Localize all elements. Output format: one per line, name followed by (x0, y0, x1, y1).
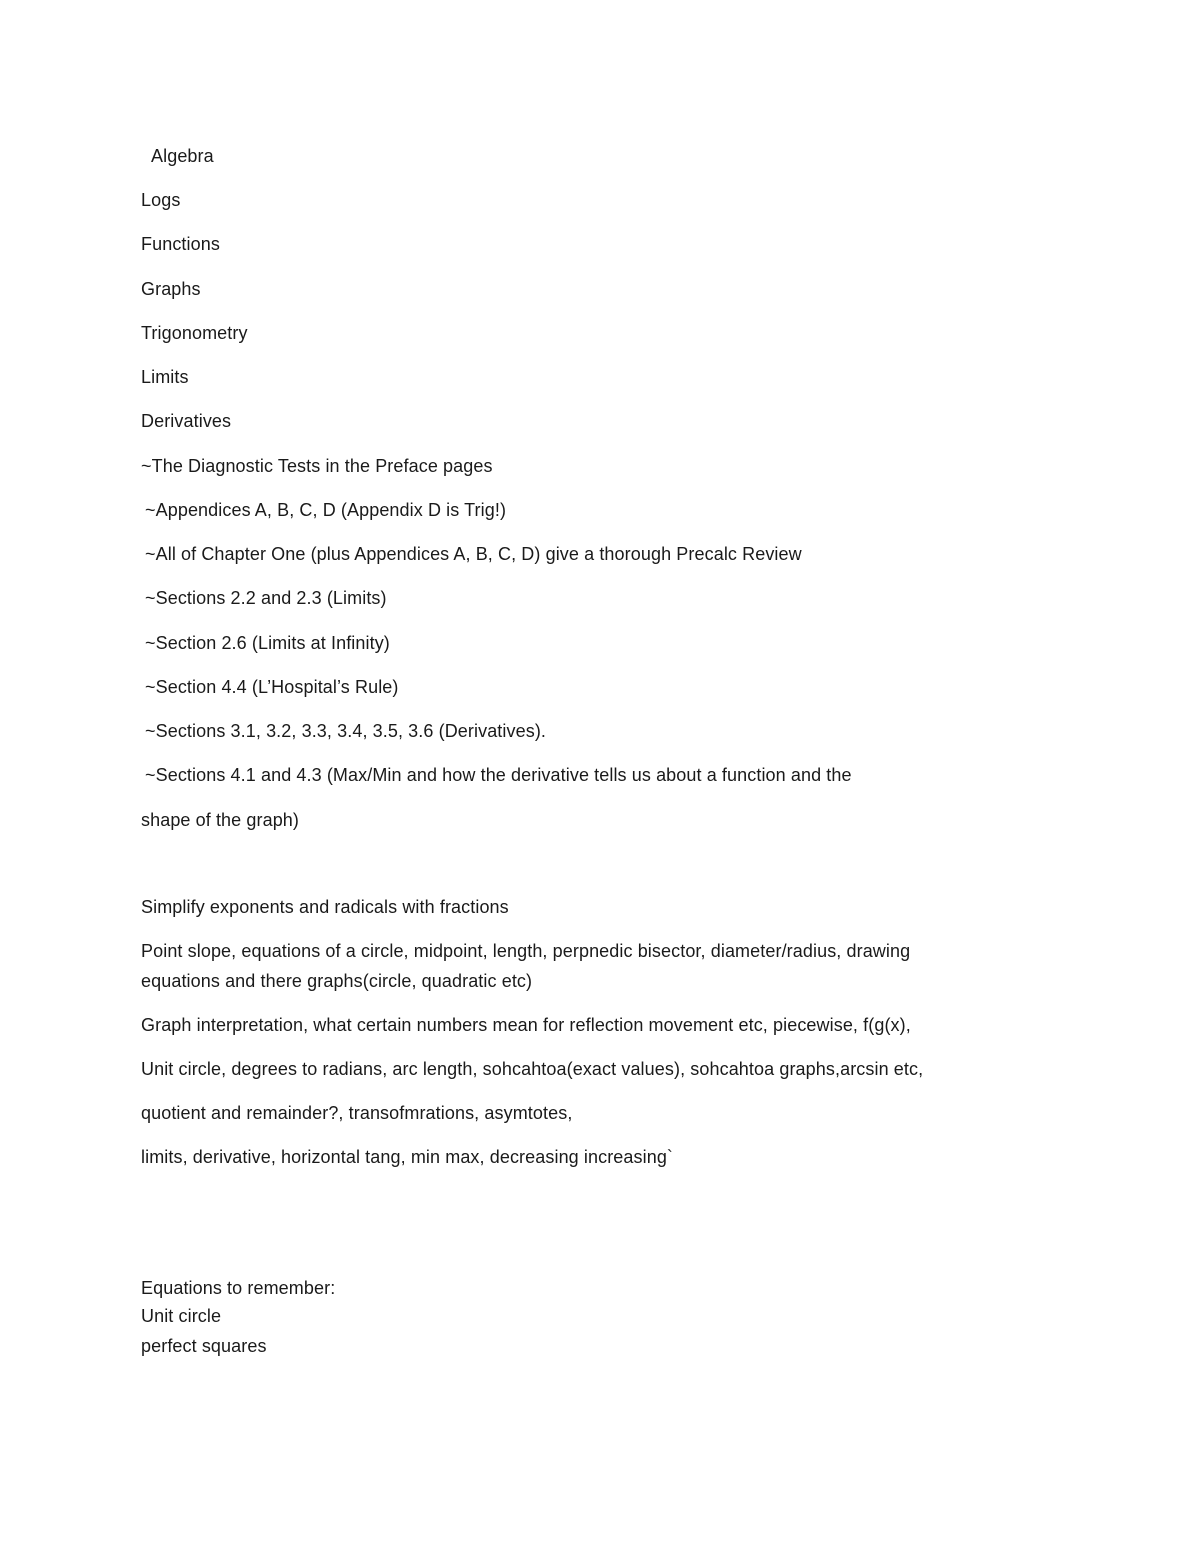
topic-limits: Limits (141, 367, 189, 387)
reference-sections-4-1-4-3: ~Sections 4.1 and 4.3 (Max/Min and how the derivative tells us about a function and the (145, 765, 852, 785)
reference-sections-2-2-2-3: ~Sections 2.2 and 2.3 (Limits) (145, 588, 387, 608)
reference-sections-3: ~Sections 3.1, 3.2, 3.3, 3.4, 3.5, 3.6 (Derivatives). (145, 721, 547, 741)
equation-unit-circle: Unit circle (141, 1306, 222, 1326)
equation-perfect-squares: perfect squares (141, 1336, 267, 1356)
note-quotient-remainder: quotient and remainder?, transofmrations, asymtotes, (141, 1103, 573, 1123)
topic-trigonometry: Trigonometry (141, 323, 248, 343)
topic-functions: Functions (141, 234, 220, 254)
reference-chapter-one: ~All of Chapter One (plus Appendices A, B, C, D) give a thorough Precalc Review (145, 544, 802, 564)
note-point-slope-cont: equations and there graphs(circle, quadratic etc) (141, 971, 533, 991)
topic-logs: Logs (141, 190, 181, 210)
note-point-slope: Point slope, equations of a circle, midpoint, length, perpnedic bisector, diameter/radius, drawing (141, 941, 911, 961)
topic-algebra: Algebra (151, 146, 214, 166)
equations-heading: Equations to remember: (141, 1278, 336, 1298)
note-unit-circle: Unit circle, degrees to radians, arc length, sohcahtoa(exact values), sohcahtoa graphs,arcsin etc, (141, 1059, 924, 1079)
topic-graphs: Graphs (141, 279, 201, 299)
reference-diagnostic-tests: ~The Diagnostic Tests in the Preface pages (141, 456, 493, 476)
reference-appendices: ~Appendices A, B, C, D (Appendix D is Trig!) (145, 500, 507, 520)
topic-derivatives: Derivatives (141, 411, 232, 431)
note-simplify-exponents: Simplify exponents and radicals with fractions (141, 897, 509, 917)
note-limits-derivative: limits, derivative, horizontal tang, min max, decreasing increasing` (141, 1147, 674, 1167)
reference-section-4-4: ~Section 4.4 (L’Hospital’s Rule) (145, 677, 399, 697)
reference-section-2-6: ~Section 2.6 (Limits at Infinity) (145, 633, 390, 653)
note-graph-interpretation: Graph interpretation, what certain numbers mean for reflection movement etc, piecewise, f(g(x), (141, 1015, 911, 1035)
reference-sections-4-1-4-3-cont: shape of the graph) (141, 810, 300, 830)
